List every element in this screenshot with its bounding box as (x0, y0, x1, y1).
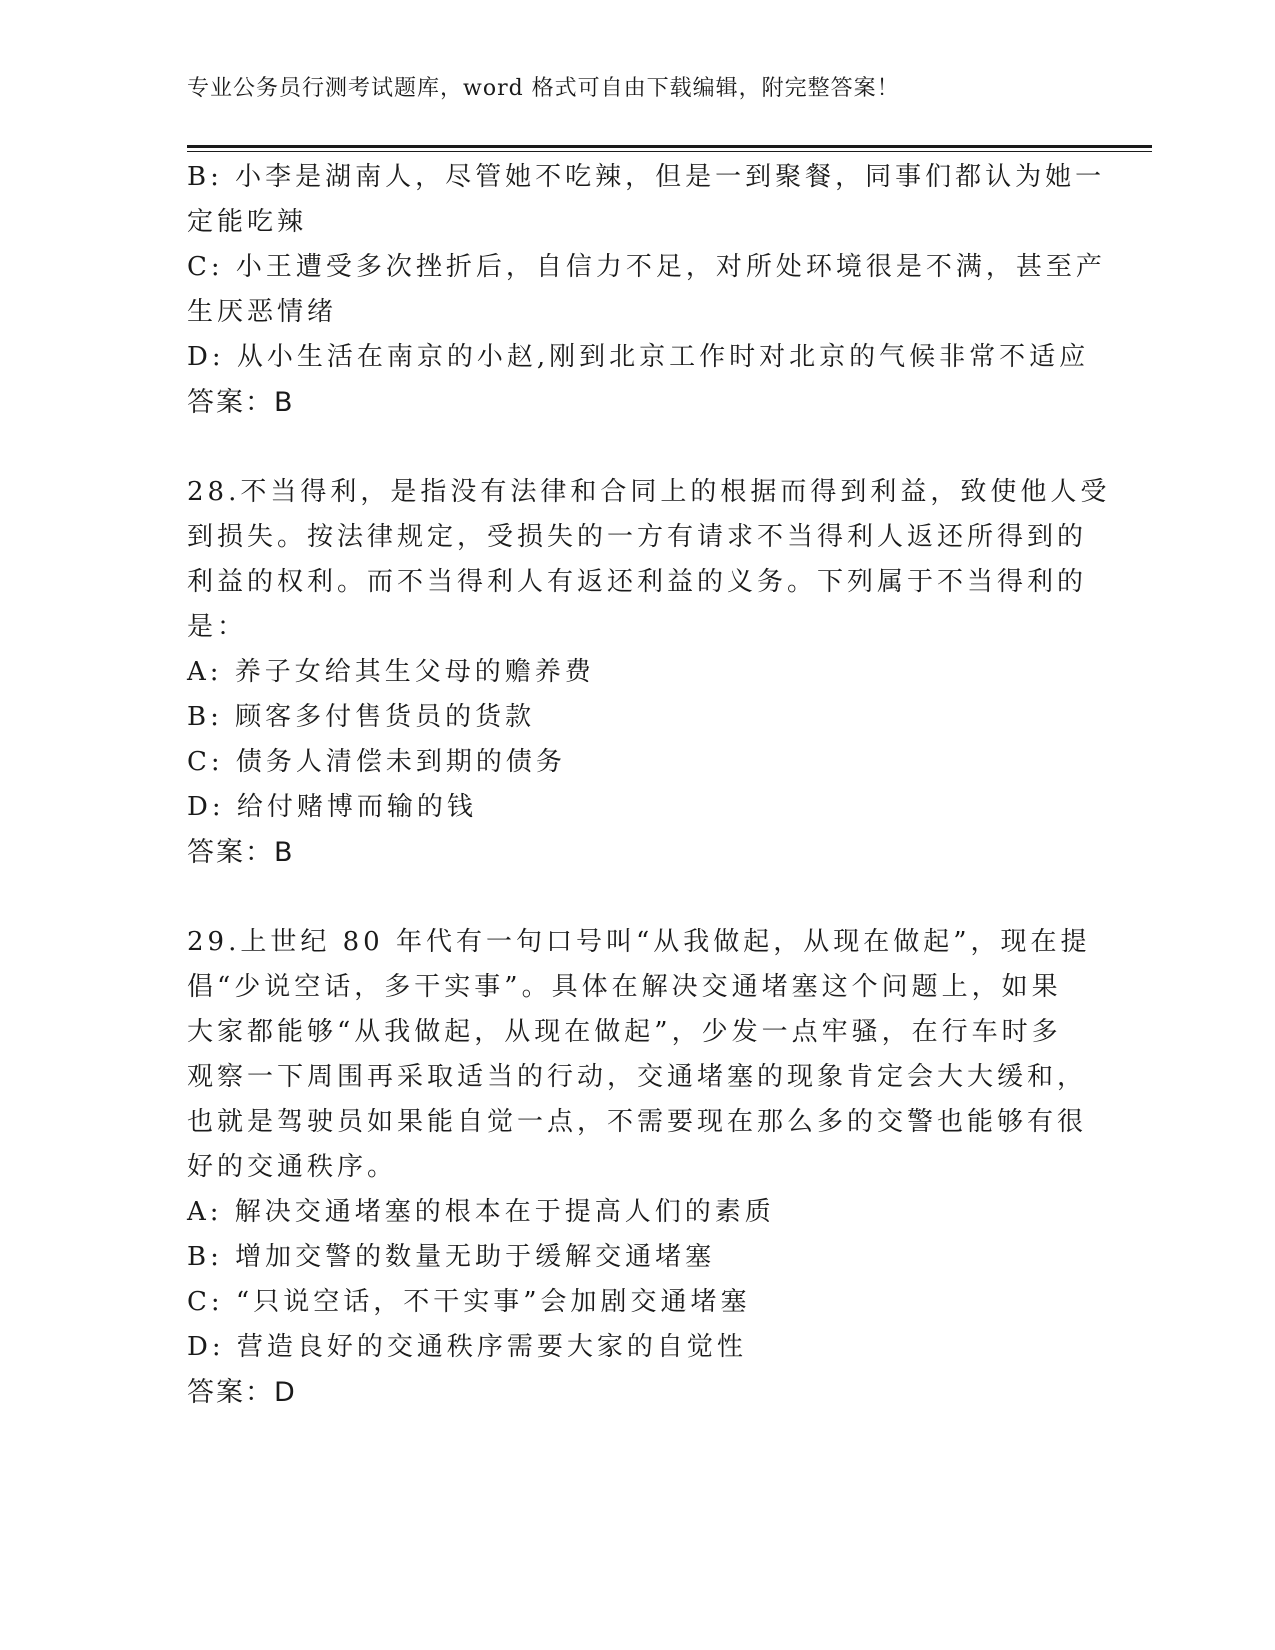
option-d: D: 给付赌博而输的钱 (187, 792, 477, 822)
header-rule-thick (187, 145, 1152, 148)
option-b-line-1: B: 小李是湖南人，尽管她不吃辣，但是一到聚餐，同事们都认为她一 (187, 162, 1106, 192)
option-c: C: “只说空话，不干实事”会加剧交通堵塞 (187, 1287, 751, 1317)
question-stem-line: 29.上世纪 80 年代有一句口号叫“从我做起，从现在做起”，现在提 (187, 927, 1091, 957)
prev-question (187, 155, 1106, 425)
answer-label: 答案：B (187, 387, 295, 418)
question-stem-line: 倡“少说空话，多干实事”。具体在解决交通堵塞这个问题上，如果 (187, 972, 1062, 1002)
option-b-line-2: 定能吃辣 (187, 207, 308, 237)
option-c-line-1: C: 小王遭受多次挫折后，自信力不足，对所处环境很是不满，甚至产 (187, 252, 1106, 282)
option-a: A: 养子女给其生父母的赡养费 (187, 657, 595, 687)
page-header: 专业公务员行测考试题库，word 格式可自由下载编辑，附完整答案！ (187, 76, 900, 101)
option-d-line-1: D: 从小生活在南京的小赵,刚到北京工作时对北京的气候非常不适应 (187, 342, 1090, 372)
question-stem-line: 到损失。按法律规定，受损失的一方有请求不当得利人返还所得到的 (187, 522, 1088, 552)
option-c: C: 债务人清偿未到期的债务 (187, 747, 566, 777)
question-stem-line: 大家都能够“从我做起，从现在做起”，少发一点牢骚，在行车时多 (187, 1017, 1062, 1047)
question-stem-line: 是： (187, 612, 248, 642)
option-d: D: 营造良好的交通秩序需要大家的自觉性 (187, 1332, 747, 1362)
header-rule-thin (187, 151, 1152, 152)
question-stem-line: 观察一下周围再采取适当的行动，交通堵塞的现象肯定会大大缓和， (187, 1062, 1088, 1092)
question-stem-line: 也就是驾驶员如果能自觉一点，不需要现在那么多的交警也能够有很 (187, 1107, 1088, 1137)
answer-label: 答案：B (187, 837, 295, 868)
question-29 (187, 920, 1091, 1415)
option-a: A: 解决交通堵塞的根本在于提高人们的素质 (187, 1197, 775, 1227)
option-b: B: 顾客多付售货员的货款 (187, 702, 536, 732)
option-b: B: 增加交警的数量无助于缓解交通堵塞 (187, 1242, 716, 1272)
question-stem-line: 28.不当得利，是指没有法律和合同上的根据而得到利益，致使他人受 (187, 477, 1111, 507)
document-body (187, 155, 1111, 1415)
question-stem-line: 好的交通秩序。 (187, 1152, 398, 1182)
question-28 (187, 470, 1111, 875)
option-c-line-2: 生厌恶情绪 (187, 297, 338, 327)
spacer (187, 425, 1077, 470)
spacer (187, 875, 1077, 920)
answer-label: 答案：D (187, 1377, 297, 1408)
question-stem-line: 利益的权利。而不当得利人有返还利益的义务。下列属于不当得利的 (187, 567, 1088, 597)
